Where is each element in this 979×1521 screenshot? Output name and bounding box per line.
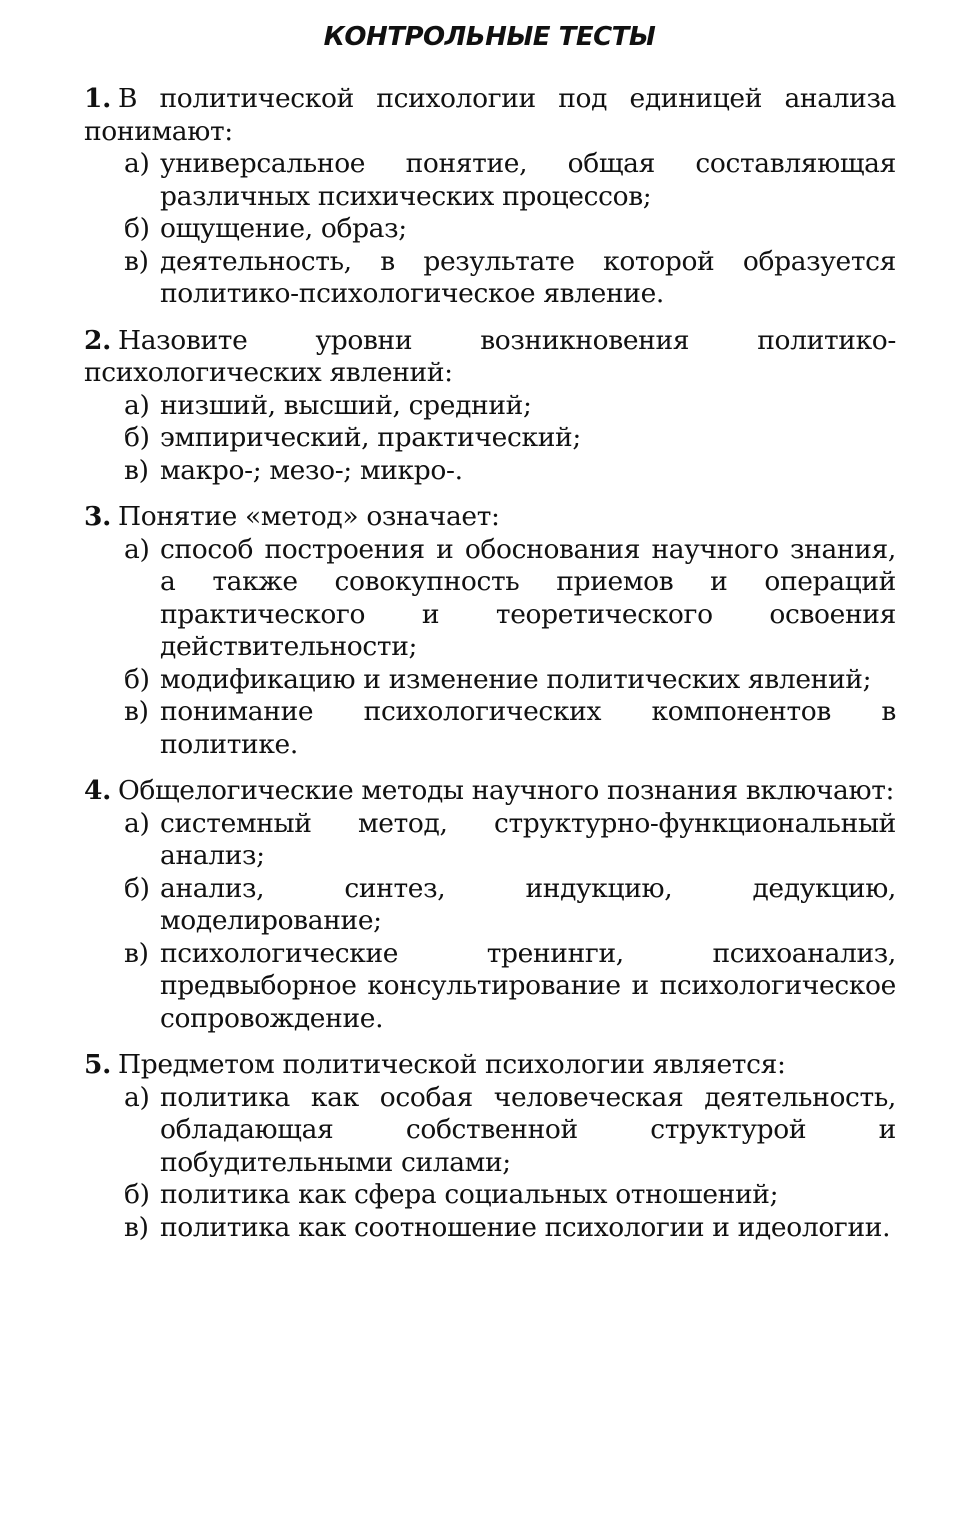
question-3 (84, 501, 896, 761)
option-text: политика как соотношение психологии и идеологии. (160, 1211, 891, 1243)
option-list (84, 148, 896, 311)
question-prompt: Понятие «метод» означает: (117, 501, 500, 532)
option-text: способ построения и обоснования научного знания, а также совокупность приемов и операций практического и теоретического освоения действительности; (160, 533, 896, 662)
page-title: КОНТРОЛЬНЫЕ ТЕСТЫ (323, 22, 656, 52)
option-list (84, 390, 896, 488)
option-letter: а) (124, 148, 150, 179)
option-b (84, 873, 896, 938)
option-letter: б) (124, 422, 150, 453)
option-c (84, 246, 896, 311)
question-number: 1. (84, 83, 111, 114)
option-b (84, 422, 896, 455)
option-text: эмпирический, практический; (160, 422, 581, 453)
option-a (84, 534, 896, 664)
option-text: понимание психологических компонентов в политике. (160, 696, 896, 760)
option-a (84, 1082, 896, 1180)
option-text: универсальное понятие, общая составляющая различных психических процессов; (160, 148, 896, 212)
question-number: 3. (84, 501, 111, 532)
question-2 (84, 325, 896, 488)
option-c (84, 938, 896, 1036)
question-text (84, 325, 896, 390)
option-text: психологические тренинги, психоанализ, предвыборное консультирование и психологическое сопровождение. (160, 937, 896, 1034)
question-4 (84, 775, 896, 1035)
question-5 (84, 1049, 896, 1244)
option-letter: а) (124, 807, 150, 839)
option-list (84, 808, 896, 1036)
option-text: низший, высший, средний; (160, 389, 532, 421)
option-letter: а) (124, 1081, 150, 1113)
option-b (84, 1179, 896, 1212)
option-text: политика как сфера социальных отношений; (160, 1179, 779, 1210)
option-a (84, 390, 896, 423)
option-c (84, 696, 896, 761)
option-text: системный метод, структурно-функциональный анализ; (160, 807, 896, 871)
option-b (84, 664, 896, 697)
question-number: 5. (84, 1049, 111, 1080)
option-b (84, 213, 896, 246)
question-text (84, 1049, 896, 1082)
question-number: 2. (84, 324, 111, 356)
question-prompt: Назовите уровни возникновения политико-психологических явлений: (84, 324, 896, 388)
question-prompt: В политической психологии под единицей анализа понимают: (84, 83, 896, 147)
question-prompt: Общелогические методы научного познания включают: (117, 775, 895, 806)
option-text: макро-; мезо-; микро-. (160, 454, 463, 486)
option-list (84, 1082, 896, 1245)
option-text: модификацию и изменение политических явлений; (160, 663, 872, 695)
option-text: ощущение, образ; (160, 213, 407, 244)
option-a (84, 808, 896, 873)
option-letter: в) (124, 937, 149, 969)
option-letter: в) (124, 454, 149, 486)
option-letter: в) (124, 1211, 149, 1243)
option-text: политика как особая человеческая деятельность, обладающая собственной структурой и побудительными силами; (160, 1081, 896, 1178)
option-list (84, 534, 896, 762)
question-text (84, 775, 896, 808)
option-text: деятельность, в результате которой образуется политико-психологическое явление. (160, 245, 896, 309)
question-prompt: Предметом политической психологии является: (117, 1049, 786, 1080)
option-letter: в) (124, 696, 149, 727)
option-letter: а) (124, 389, 150, 421)
option-letter: в) (124, 245, 149, 277)
option-letter: а) (124, 533, 150, 565)
option-a (84, 148, 896, 213)
option-letter: б) (124, 1179, 150, 1210)
option-c (84, 1212, 896, 1245)
question-1 (84, 83, 896, 311)
option-letter: б) (124, 213, 150, 244)
question-text (84, 501, 896, 534)
option-letter: б) (124, 663, 150, 695)
question-text (84, 83, 896, 148)
option-text: анализ, синтез, индукцию, дедукцию, моделирование; (160, 872, 896, 936)
option-letter: б) (124, 872, 150, 904)
question-list (84, 83, 896, 1258)
option-c (84, 455, 896, 488)
question-number: 4. (84, 775, 111, 806)
